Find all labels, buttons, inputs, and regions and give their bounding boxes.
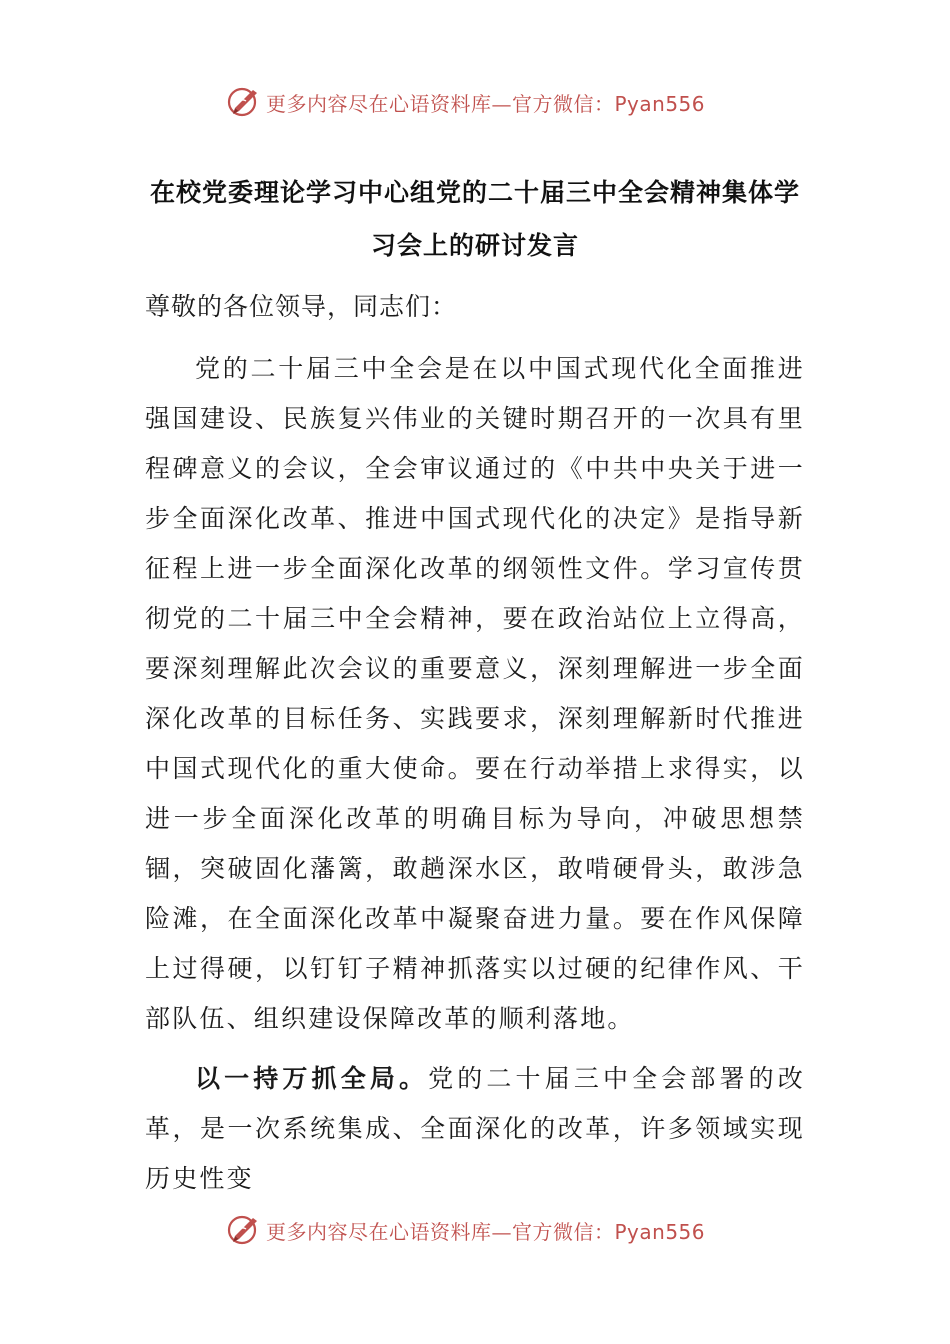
banner-text bbox=[266, 1216, 705, 1245]
paragraph-1: 党的二十届三中全会是在以中国式现代化全面推进强国建设、民族复兴伟业的关键时期召开的一次具有里程碑意义的会议，全会审议通过的《中共中央关于进一步全面深化改革、推进中国式现代化的决定》是指导新征程上进一步全面深化改革的纲领性文件。学习宣传贯彻党的二十届三中全会精神，要在政治站位上立得高，要深刻理解此次会议的重要意义，深刻理解进一步全面深化改革的目标任务、实践要求，深刻理解新时代推进中国式现代化的重大使命。要在行动举措上求得实，以进一步全面深化改革的明确目标为导向，冲破思想禁锢，突破固化藩篱，敢趟深水区，敢啃硬骨头，敢涉急险滩，在全面深化改革中凝聚奋进力量。要在作风保障上过得硬，以钉钉子精神抓落实以过硬的纪律作风、干部队伍、组织建设保障改革的顺利落地。 bbox=[145, 354, 805, 1033]
banner-label: 更多内容尽在心语资料库—官方微信： bbox=[266, 91, 615, 116]
pen-logo-icon bbox=[226, 84, 262, 120]
wechat-id: Pyan556 bbox=[614, 91, 706, 116]
header-banner bbox=[0, 82, 950, 122]
banner-text bbox=[266, 88, 705, 117]
footer-banner bbox=[0, 1210, 950, 1250]
pen-logo-icon bbox=[226, 1212, 262, 1248]
paragraph-2 bbox=[145, 1054, 805, 1204]
paragraph-2-text: 党的二十届三中全会部署的改革，是一次系统集成、全面深化的改革，许多领域实现历史性变 bbox=[145, 1064, 805, 1193]
document-title: 在校党委理论学习中心组党的二十届三中全会精神集体学习会上的研讨发言 bbox=[149, 178, 800, 260]
paragraph-2-lead: 以一持万抓全局。 bbox=[195, 1064, 429, 1093]
banner-label: 更多内容尽在心语资料库—官方微信： bbox=[266, 1219, 615, 1244]
wechat-id: Pyan556 bbox=[614, 1219, 706, 1244]
greeting: 尊敬的各位领导，同志们： bbox=[145, 292, 458, 321]
